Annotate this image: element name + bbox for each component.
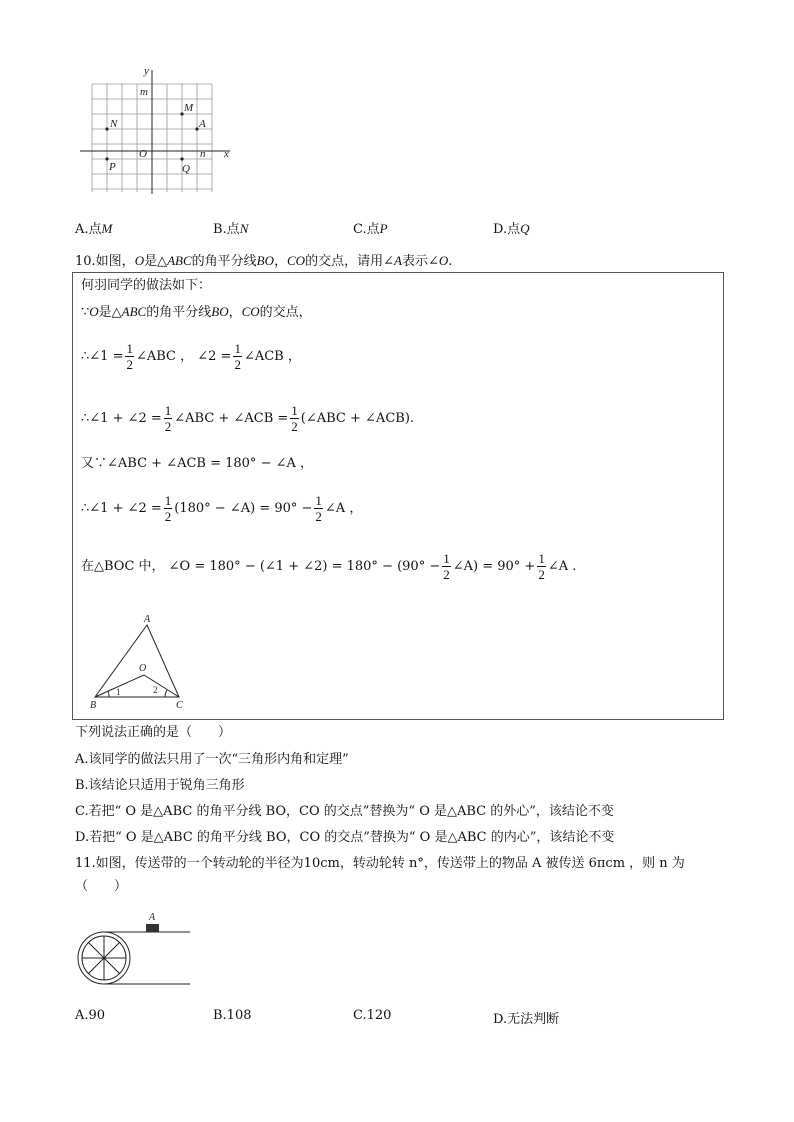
solution-line-4: ∴∠1 + ∠2 = $\frac{1}{2}$ ∠ABC + ∠ACB = $\frac{1}{2}$ (∠ABC + ∠ACB). [81,403,415,434]
object-a [146,924,159,932]
fig-angle-2: 2 [153,685,158,695]
solution-line-5: 又∵∠ABC + ∠ACB = 180° − ∠A ， [81,456,314,471]
fig-angle-1: 1 [116,687,121,697]
label-M: M [184,102,194,114]
q9-option-a[interactable]: A.点M [75,221,113,237]
point-N [105,127,108,130]
fig-label-C: C [176,700,183,711]
solution-line-1: 何羽同学的做法如下： [81,278,212,293]
label-m: m [140,86,148,98]
q10-option-b[interactable]: B.该结论只适用于锐角三角形 [75,778,245,793]
q9-option-b[interactable]: B.点N [213,221,249,237]
conveyor-figure [72,908,196,994]
q11-stem: 11.如图，传送带的一个转动轮的半径为10cm，转动轮转 n°，传送带上的物品 A 被传送 6πcm ，则 n 为 [75,856,685,871]
q10-prompt: 下列说法正确的是（ ） [75,725,232,740]
solution-line-7: 在△BOC 中， ∠O = 180° − (∠1 + ∠2) = 180° − (90° − $\frac{1}{2}$ ∠A) = 90° + $\frac{1}{2}$ ∠A . [81,551,577,582]
q10-stem: 10.如图，O是△ABC的角平分线BO，CO的交点，请用∠A表示∠O. [75,253,453,269]
fig-label-A: A [149,912,156,923]
fig-label-A: A [144,614,151,625]
label-O: O [139,148,147,160]
triangle-abc [95,625,179,697]
angle-1-arc [108,691,109,697]
q11-option-c[interactable]: C.120 [353,1008,392,1023]
fig-label-O: O [139,663,147,674]
solution-line-6: ∴∠1 + ∠2 = $\frac{1}{2}$ (180° − ∠A) = 90° − $\frac{1}{2}$ ∠A ， [81,493,363,524]
label-x: x [224,148,229,160]
angle-2-arc [165,690,167,697]
q11-paren: （ ） [75,879,128,894]
fig-label-B: B [90,700,97,711]
solution-box [72,272,724,720]
solution-line-2: ∵O是△ABC的角平分线BO，CO的交点， [81,304,312,320]
point-Q [180,157,183,160]
q9-option-c[interactable]: C.点P [353,221,388,237]
q11-option-d[interactable]: D.无法判断 [493,1012,560,1027]
coordinate-grid-figure [78,62,238,197]
q10-option-d[interactable]: D.若把“ O 是△ABC 的角平分线 BO，CO 的交点”替换为“ O 是△ABC 的内心”，该结论不变 [75,830,615,845]
q9-option-d[interactable]: D.点Q [493,221,530,237]
q10-option-a[interactable]: A.该同学的做法只用了一次“三角形内角和定理” [75,752,349,767]
label-N: N [110,118,118,130]
q11-option-a[interactable]: A.90 [75,1008,106,1023]
q11-option-b[interactable]: B.108 [213,1008,252,1023]
q10-option-c[interactable]: C.若把“ O 是△ABC 的角平分线 BO，CO 的交点”替换为“ O 是△ABC 的外心”，该结论不变 [75,804,614,819]
label-A: A [199,118,206,130]
triangle-figure [87,611,187,711]
solution-line-3: ∴∠1 = $\frac{1}{2}$ ∠ABC ， ∠2 = $\frac{1}{2}$ ∠ACB ， [81,341,301,372]
label-P: P [109,161,116,173]
label-Q: Q [182,163,190,175]
label-n: n [200,148,206,160]
label-y: y [144,65,149,77]
